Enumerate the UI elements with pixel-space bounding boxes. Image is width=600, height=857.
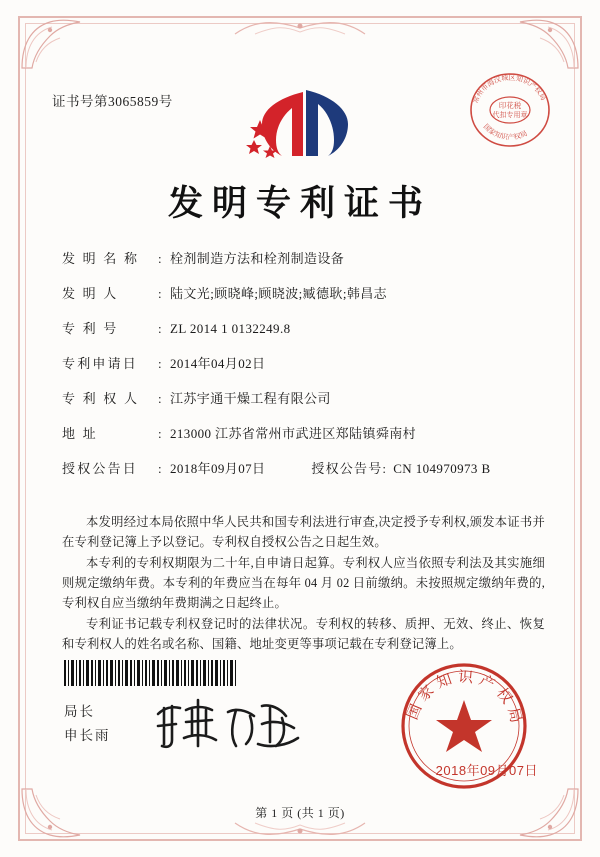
field-colon: :	[158, 391, 162, 406]
paragraph: 本发明经过本局依照中华人民共和国专利法进行审查,决定授予专利权,颁发本证书并在专利登记簿上予以登记。专利权自授权公告之日起生效。	[62, 515, 545, 549]
field-row-patentee	[62, 392, 548, 405]
field-value: 2014年04月02日	[170, 356, 266, 371]
svg-text:国家知识产权局: 国家知识产权局	[402, 667, 527, 730]
certificate-number: 证书号第3065859号	[52, 94, 173, 109]
signature-block	[64, 700, 111, 748]
page-number-footer: 第 1 页 (共 1 页)	[255, 806, 345, 820]
director-name-label: 申长雨	[64, 728, 111, 743]
svg-text:国家知识产权局: 国家知识产权局	[481, 122, 529, 142]
field-label: 发 明 人	[62, 286, 119, 301]
handwritten-signature	[150, 694, 310, 756]
field-value: ZL 2014 1 0132249.8	[170, 321, 291, 336]
field-colon: :	[158, 321, 162, 336]
field-row-patent-number	[62, 322, 548, 335]
cnipa-logo-icon	[240, 82, 360, 172]
paragraph: 本专利的专利权期限为二十年,自申请日起算。专利权人应当依照专利法及其实施细则规定缴纳年费。本专利的年费应当在每年 04 月 02 日前缴纳。未按照规定缴纳年费的,专利权自应当缴纳年费期满之日起终止。	[62, 556, 545, 610]
field-label: 专 利 号	[62, 321, 119, 336]
director-role-label: 局长	[64, 704, 95, 719]
barcode	[64, 660, 236, 686]
field-value: 213000 江苏省常州市武进区郑陆镇舜南村	[170, 426, 417, 441]
field-row-application-date	[62, 357, 548, 370]
field-label: 专利申请日	[62, 356, 139, 371]
svg-text:印花税: 印花税	[498, 101, 522, 110]
field-label: 专 利 权 人	[62, 391, 140, 406]
field-colon: :	[158, 356, 162, 371]
page-title: 发明专利证书	[167, 183, 432, 224]
field-value: 栓剂制造方法和栓剂制造设备	[170, 251, 345, 266]
field-row-invention-name	[62, 252, 548, 265]
certificate-fields	[62, 252, 548, 497]
field-label: 发 明 名 称	[62, 251, 140, 266]
field-row-inventors	[62, 287, 548, 300]
legal-text-block	[62, 512, 545, 655]
field-colon: :	[158, 426, 162, 441]
field-value: 2018年09月07日	[170, 461, 266, 476]
field-row-address	[62, 427, 548, 440]
field-value-announcement-no: CN 104970973 B	[393, 461, 491, 476]
seal-date: 2018年09月07日	[435, 763, 538, 778]
field-value: 江苏宇通干燥工程有限公司	[170, 391, 331, 406]
field-label: 授权公告日	[62, 461, 139, 476]
field-value: 陆文光;顾晓峰;顾晓波;臧德耿;韩昌志	[170, 286, 388, 301]
svg-text:常州市海汉城区知识产权局: 常州市海汉城区知识产权局	[471, 73, 548, 105]
field-label: 地 址	[62, 426, 98, 441]
tax-stamp-seal	[468, 68, 552, 152]
field-row-grant-announcement	[62, 462, 548, 475]
paragraph: 专利证书记载专利权登记时的法律状况。专利权的转移、质押、无效、终止、恢复和专利权人的姓名或名称、国籍、地址变更等事项记载在专利登记簿上。	[62, 617, 545, 651]
svg-text:代扣专用章: 代扣专用章	[492, 111, 528, 119]
field-label-announcement-no: 授权公告号:	[311, 461, 388, 476]
field-colon: :	[158, 251, 162, 266]
field-colon: :	[158, 461, 162, 476]
field-colon: :	[158, 286, 162, 301]
